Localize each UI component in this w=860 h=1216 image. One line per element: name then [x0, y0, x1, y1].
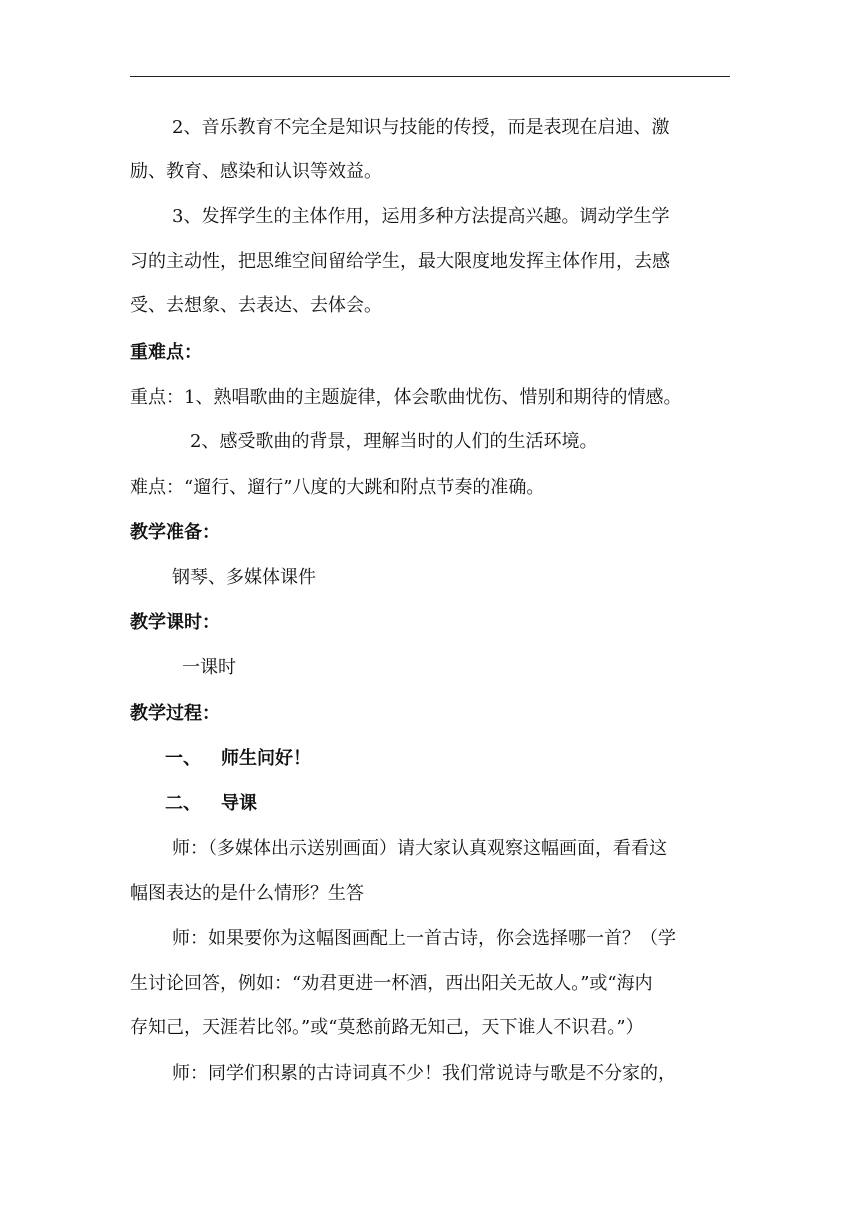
dialog-line: 师：同学们积累的古诗词真不少！我们常说诗与歌是不分家的，	[172, 1063, 676, 1084]
section-heading-key-points: 重难点：	[130, 342, 202, 363]
preparation-text: 钢琴、多媒体课件	[172, 567, 316, 588]
paragraph-line: 习的主动性，把思维空间留给学生，最大限度地发挥主体作用，去感	[130, 251, 670, 272]
step-1-label: 师生问好！	[221, 748, 311, 769]
periods-text: 一课时	[182, 657, 236, 678]
paragraph-line: 2、音乐教育不完全是知识与技能的传授，而是表现在启迪、激	[172, 117, 670, 138]
step-2-label: 导课	[221, 793, 257, 814]
key-point-1: 重点：1、熟唱歌曲的主题旋律，体会歌曲忧伤、惜别和期待的情感。	[130, 387, 682, 408]
step-1-number: 一、	[165, 748, 201, 769]
section-heading-periods: 教学课时：	[130, 612, 220, 633]
dialog-line: 师：（多媒体出示送别画面）请大家认真观察这幅画面，看看这	[172, 838, 667, 859]
paragraph-line: 3、发挥学生的主体作用，运用多种方法提高兴趣。调动学生学	[172, 206, 670, 227]
dialog-line: 存知己，天涯若比邻。”或“莫愁前路无知己，天下谁人不识君。”）	[130, 1017, 644, 1038]
header-rule	[130, 76, 730, 77]
paragraph-line: 受、去想象、去表达、去体会。	[130, 295, 382, 316]
difficulty-point: 难点：“遛行、遛行”八度的大跳和附点节奏的准确。	[130, 477, 545, 498]
dialog-line: 生讨论回答，例如：“劝君更进一杯酒，西出阳关无故人。”或“海内	[130, 973, 653, 994]
section-heading-process: 教学过程：	[130, 703, 220, 724]
dialog-line: 师：如果要你为这幅图画配上一首古诗，你会选择哪一首？（学	[172, 928, 676, 949]
paragraph-line: 励、教育、感染和认识等效益。	[130, 161, 382, 182]
step-2-number: 二、	[165, 793, 201, 814]
key-point-2: 2、感受歌曲的背景，理解当时的人们的生活环境。	[190, 431, 598, 452]
dialog-line: 幅图表达的是什么情形？生答	[130, 883, 364, 904]
section-heading-preparation: 教学准备：	[130, 522, 220, 543]
